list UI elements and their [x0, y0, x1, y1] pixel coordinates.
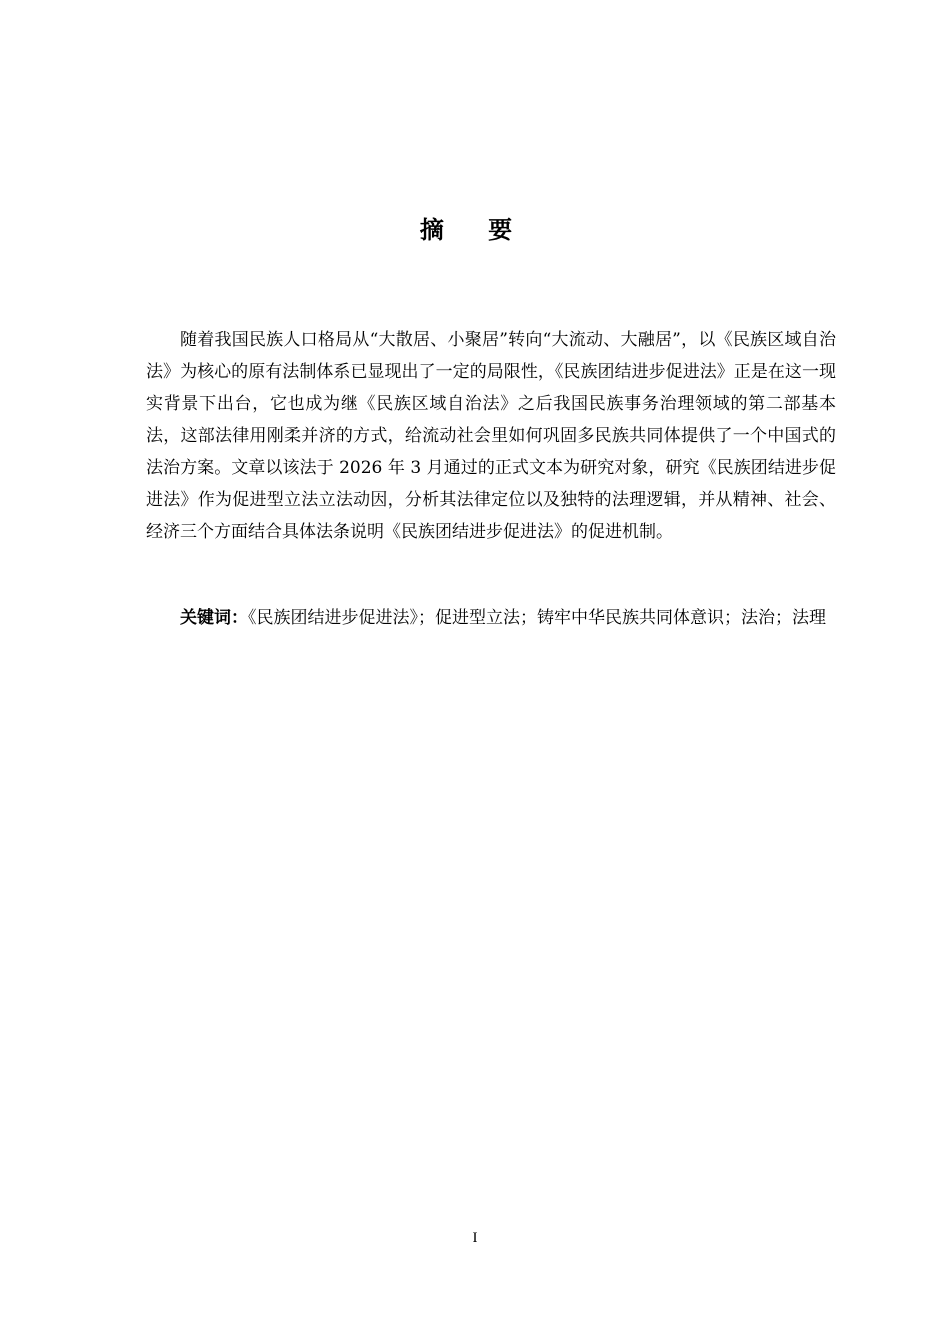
- keywords-text: 《民族团结进步促进法》；促进型立法；铸牢中华民族共同体意识；法治；法理: [248, 608, 826, 628]
- page-number: I: [472, 1230, 478, 1246]
- abstract-title: 摘 要: [419, 216, 531, 244]
- keywords-section: [146, 602, 836, 634]
- keywords-paragraph: [146, 602, 836, 634]
- abstract-section: [146, 324, 836, 548]
- keywords-label: 关键词：: [180, 608, 248, 628]
- abstract-paragraph: 随着我国民族人口格局从“大散居、小聚居”转向“大流动、大融居”，以《民族区域自治法》为核心的原有法制体系已显现出了一定的局限性，《民族团结进步促进法》正是在这一现实背景下出台，它也成为继《民族区域自治法》之后我国民族事务治理领域的第二部基本法，这部法律用刚柔并济的方式，给流动社会里如何巩固多民族共同体提供了一个中国式的法治方案。文章以该法于 2026 年 3 月通过的正式文本为研究对象，研究《民族团结进步促进法》作为促进型立法立法动因，分析其法律定位以及独特的法理逻辑，并从精神、社会、经济三个方面结合具体法条说明《民族团结进步促进法》的促进机制。: [146, 330, 836, 542]
